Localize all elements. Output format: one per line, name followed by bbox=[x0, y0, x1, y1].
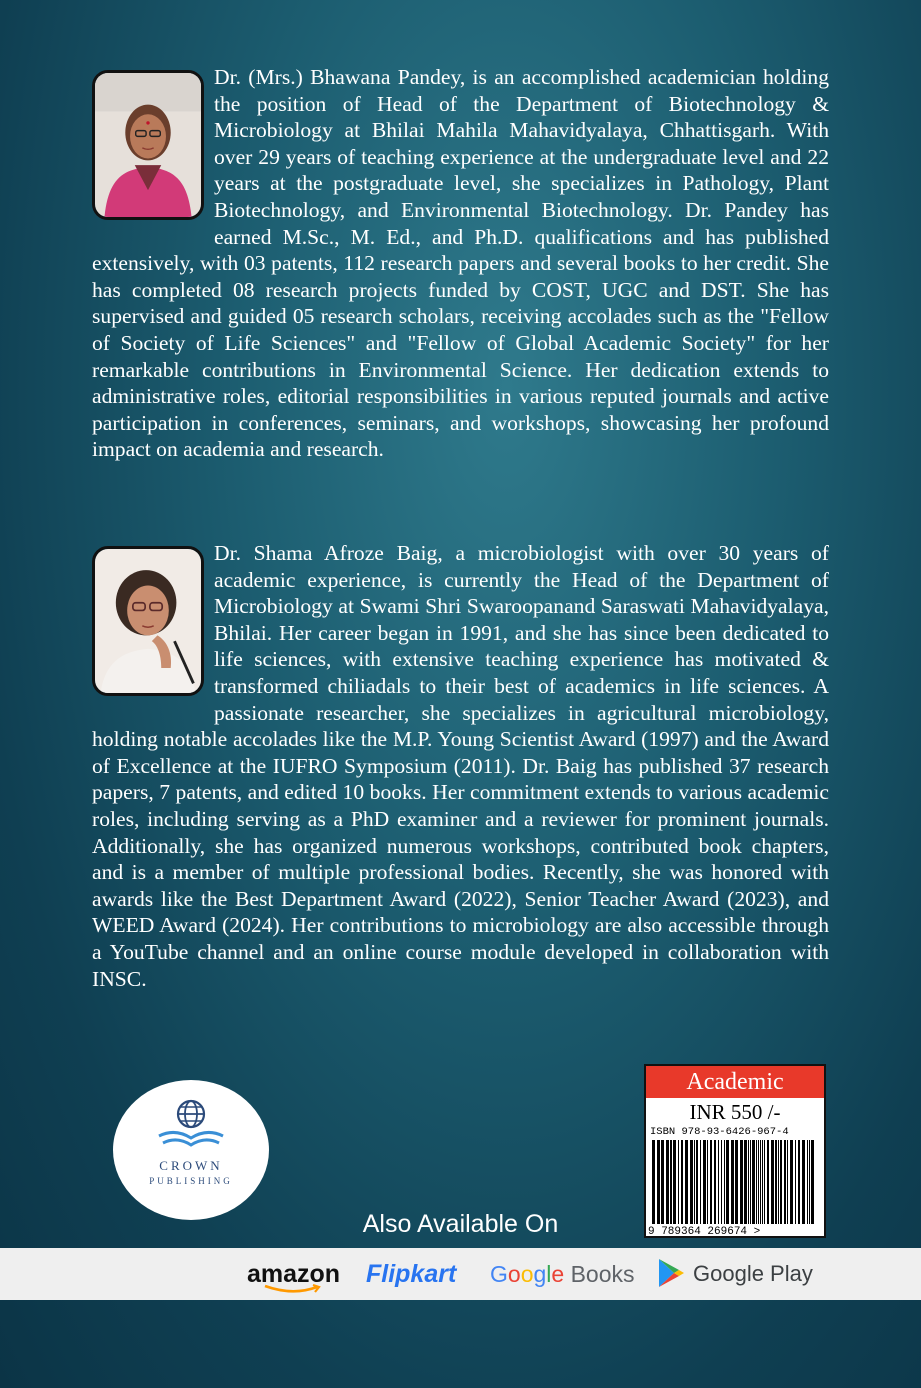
author-bio-bhawana-pandey bbox=[92, 64, 829, 463]
store-logos-strip bbox=[0, 1248, 921, 1300]
google-books-wordmark: Google bbox=[490, 1261, 565, 1287]
also-available-heading: Also Available On bbox=[362, 1210, 559, 1238]
barcode-number: 9 789364 269674 > bbox=[648, 1226, 761, 1238]
amazon-label: amazon bbox=[247, 1260, 341, 1288]
author-photo-shama-afroze-baig bbox=[92, 546, 204, 696]
google-play-icon bbox=[657, 1258, 685, 1288]
category-label: Academic bbox=[646, 1066, 824, 1098]
google-books-logo[interactable] bbox=[490, 1248, 635, 1300]
flipkart-label: Flipkart bbox=[366, 1260, 457, 1288]
google-play-logo[interactable] bbox=[657, 1248, 813, 1300]
publisher-tagline: PUBLISHING bbox=[149, 1176, 233, 1186]
publisher-name: CROWN bbox=[159, 1158, 223, 1173]
isbn-label: ISBN 978-93-6426-967-4 bbox=[650, 1126, 789, 1138]
bio-text: Dr. (Mrs.) Bhawana Pandey, is an accomplished academician holding the position of Head of the Department of Biotechnology & Microbiology at Bhilai Mahila Mahavidyalaya, Chhattisgarh. With over 29 years of teaching experience at the undergraduate level and 22 years at the postgraduate level, she specializes in Pathology, Plant Biotechnology, and Environmental Biotechnology. Dr. Pandey has earned M.Sc., M. Ed., and Ph.D. qualifications and has published extensively, with 03 patents, 112 research papers and several books to her credit. She has completed 08 research projects funded by COST, UGC and DST. She has supervised and guided 05 research scholars, receiving accolades such as the "Fellow of Society of Life Sciences" and "Fellow of Global Academic Society" for her remarkable contributions in Environmental Science. Her dedication extends to administrative roles, editorial responsibilities in various reputed journals and active participation in conferences, seminars, and workshops, showcasing her profound impact on academia and research. bbox=[92, 65, 829, 462]
amazon-logo[interactable] bbox=[247, 1248, 340, 1300]
bio-text: Dr. Shama Afroze Baig, a microbiologist with over 30 years of academic experience, is currently the Head of the Department of Microbiology at Swami Shri Swaroopanand Saraswati Mahavidyalaya, Bhilai. Her career began in 1991, and she has since been dedicated to life sciences, with extensive teaching experience has motivated & transformed chiliadals to their best of academics in life sciences. A passionate researcher, she specializes in agricultural microbiology, holding notable accolades like the M.P. Young Scientist Award (1997) and the Award of Excellence at the IUFRO Symposium (2011). Dr. Baig has published 37 research papers, 7 patents, and edited 10 books. Her commitment extends to various academic roles, including serving as a PhD examiner and a reviewer for prominent journals. Additionally, she has organized numerous workshops, contributed book chapters, and is a member of multiple professional bodies. Recently, she was honored with awards like the Best Department Award (2022), Senior Teacher Award (2023), and WEED Award (2024). Her contributions to microbiology are also accessible through a YouTube channel and an online course module developed in collaboration with INSC. bbox=[92, 541, 829, 991]
author-photo-bhawana-pandey bbox=[92, 70, 204, 220]
author-bio-shama-afroze-baig bbox=[92, 540, 829, 992]
globe-book-icon bbox=[153, 1098, 229, 1159]
price-label: INR 550 /- bbox=[689, 1100, 781, 1124]
flipkart-logo[interactable] bbox=[366, 1248, 456, 1300]
publisher-logo bbox=[113, 1080, 269, 1220]
amazon-smile-icon bbox=[263, 1284, 323, 1294]
google-books-books-label: Books bbox=[570, 1261, 635, 1287]
google-play-label: Google Play bbox=[693, 1261, 813, 1286]
